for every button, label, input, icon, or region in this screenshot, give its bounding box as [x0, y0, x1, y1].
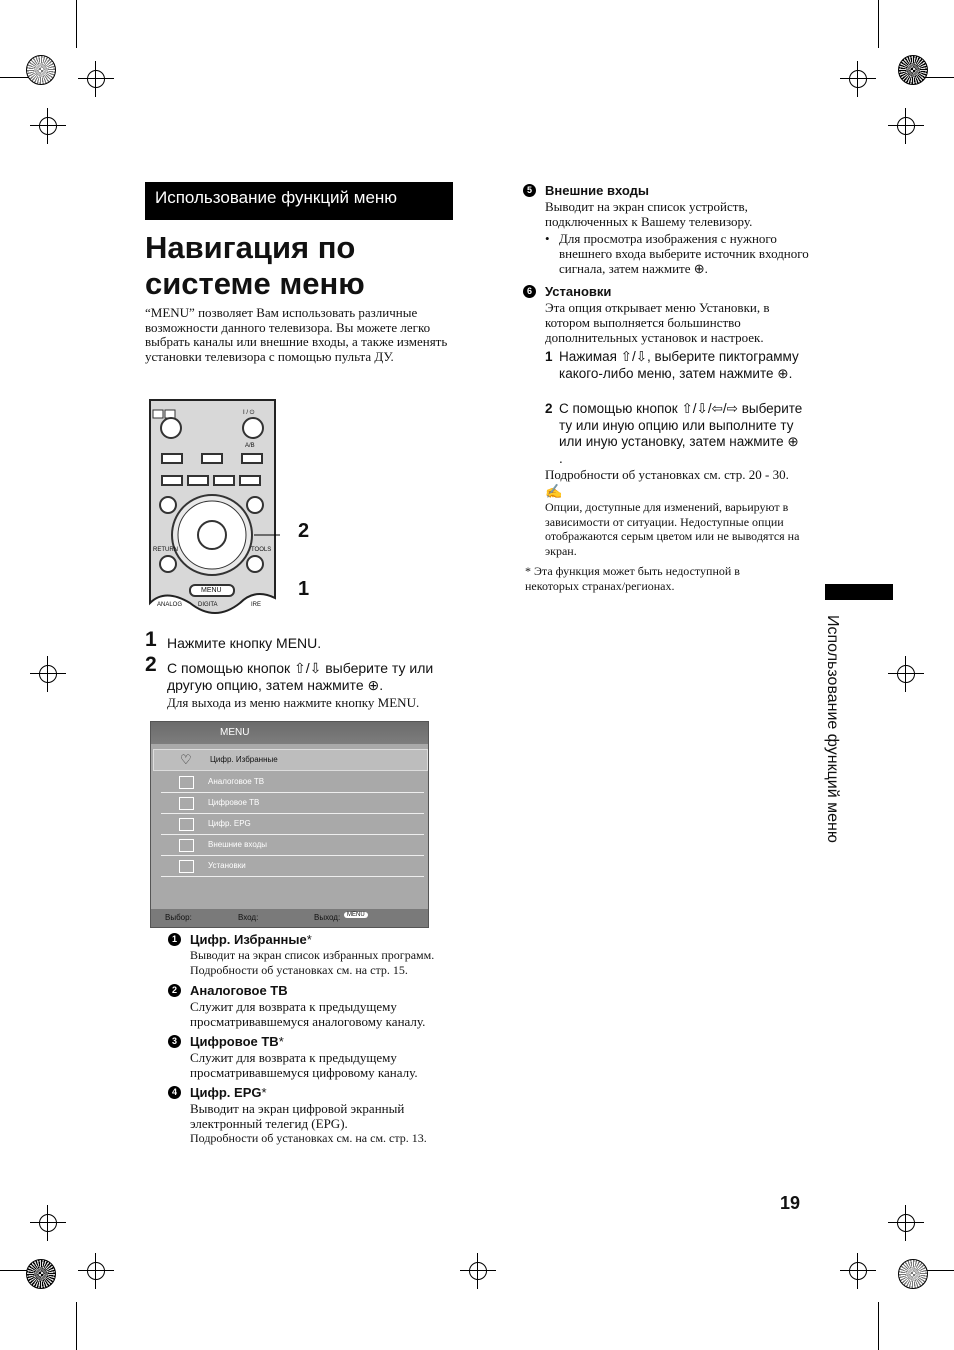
settings-page-ref: Подробности об установках см. стр. 20 - 30. — [545, 467, 789, 482]
menu-item-inputs: Внешние входы — [161, 835, 424, 856]
item-external-inputs: 5 Внешние входы Выводит на экран список устройств, подключенных к Вашему телевизору. • Для просмотра изображения с нужного внешнего входа выберите источник входного сигнала, затем нажмите ⊕. — [523, 183, 813, 278]
callout-1: 1 — [298, 578, 310, 600]
digital-label: DIGITA — [198, 602, 218, 608]
item-digital-tv: 3 Цифровое ТВ* Служит для возврата к предыдущему просматривавшемуся цифровому каналу. — [168, 1034, 463, 1084]
registration-starburst — [26, 1259, 56, 1289]
return-label: RETURN — [153, 547, 178, 553]
side-section-label: Использование функций меню — [824, 615, 841, 843]
digital-tv-icon — [179, 797, 194, 810]
menu-key-badge: MENU — [344, 912, 368, 918]
epg-icon — [179, 818, 194, 831]
item-epg: 4 Цифр. EPG* Выводит на экран цифровой экранный электронный телегид (EPG). Подробности об установках см. на см. стр. 13. — [168, 1085, 463, 1155]
menu-screenshot — [150, 721, 429, 928]
exit-menu-note: Для выхода из меню нажмите кнопку MENU. — [167, 695, 420, 710]
registration-starburst — [26, 55, 56, 85]
right-step-2: 2 С помощью кнопок ⇧/⇩/⇦/⇨ выберите ту или иную опцию или выполните ту или иную установку, затем нажмите ⊕ . — [545, 401, 803, 466]
analog-tv-icon — [179, 776, 194, 789]
callout-2: 2 — [298, 520, 310, 542]
hint-text: Опции, доступные для изменений, варьируют в зависимости от ситуации. Недоступные опции отображаются серым цветом или не выводятся на экран. — [545, 500, 800, 558]
menu-button-label: MENU — [201, 587, 222, 594]
footnote: * Эта функция может быть недоступной в некоторых странах/регионах. — [525, 564, 740, 593]
heart-icon: ♡ — [180, 752, 192, 767]
menu-footer: Выбор: Вход: Выход: MENU — [151, 909, 428, 927]
page-number: 19 — [780, 1193, 801, 1213]
item-settings: 6 Установки Эта опция открывает меню Установки, в котором выполняется большинство дополнительных установок и настроек. — [523, 284, 813, 346]
input-icon — [179, 839, 194, 852]
registration-starburst — [898, 1259, 928, 1289]
item-favorites: 1 Цифр. Избранные* Выводит на экран список избранных программ. Подробности об установках см. на стр. 15. — [168, 932, 463, 982]
ire-label: IRE — [251, 602, 262, 608]
intro-paragraph: “MENU” позволяет Вам использовать различные возможности данного телевизора. Вы можете легко выбрать каналы или внешние входы, а также изменять установки телевизора с помощью пульта ДУ. — [145, 305, 448, 364]
ab-label: A/B — [245, 443, 255, 449]
section-banner-text: Использование функций меню — [155, 188, 398, 207]
page-title: Навигация по системе меню — [145, 230, 365, 301]
section-banner — [145, 182, 453, 220]
item-analog-tv: 2 Аналоговое ТВ Служит для возврата к предыдущему просматривавшемуся аналоговому каналу. — [168, 983, 463, 1033]
remote-illustration — [145, 398, 280, 628]
power-label: I / ⏻ — [243, 410, 255, 416]
menu-item-settings: Установки — [161, 856, 424, 877]
menu-header: MENU — [151, 722, 428, 744]
pencil-hint-icon: ✍ — [545, 485, 563, 500]
analog-label: ANALOG — [157, 602, 183, 608]
side-tab-marker — [825, 584, 893, 600]
right-step-1: 1 Нажимая ⇧/⇩, выберите пиктограмму какого-либо меню, затем нажмите ⊕. — [545, 349, 799, 381]
tools-label: TOOLS — [251, 547, 272, 553]
menu-item-epg: Цифр. EPG — [161, 814, 424, 835]
menu-item-digital-tv: Цифровое ТВ — [161, 793, 424, 814]
menu-item-favorites: ♡ Цифр. Избранные — [153, 749, 428, 771]
toolbox-icon — [179, 860, 194, 873]
menu-item-analog-tv: Аналоговое ТВ — [161, 772, 424, 793]
registration-starburst — [898, 55, 928, 85]
